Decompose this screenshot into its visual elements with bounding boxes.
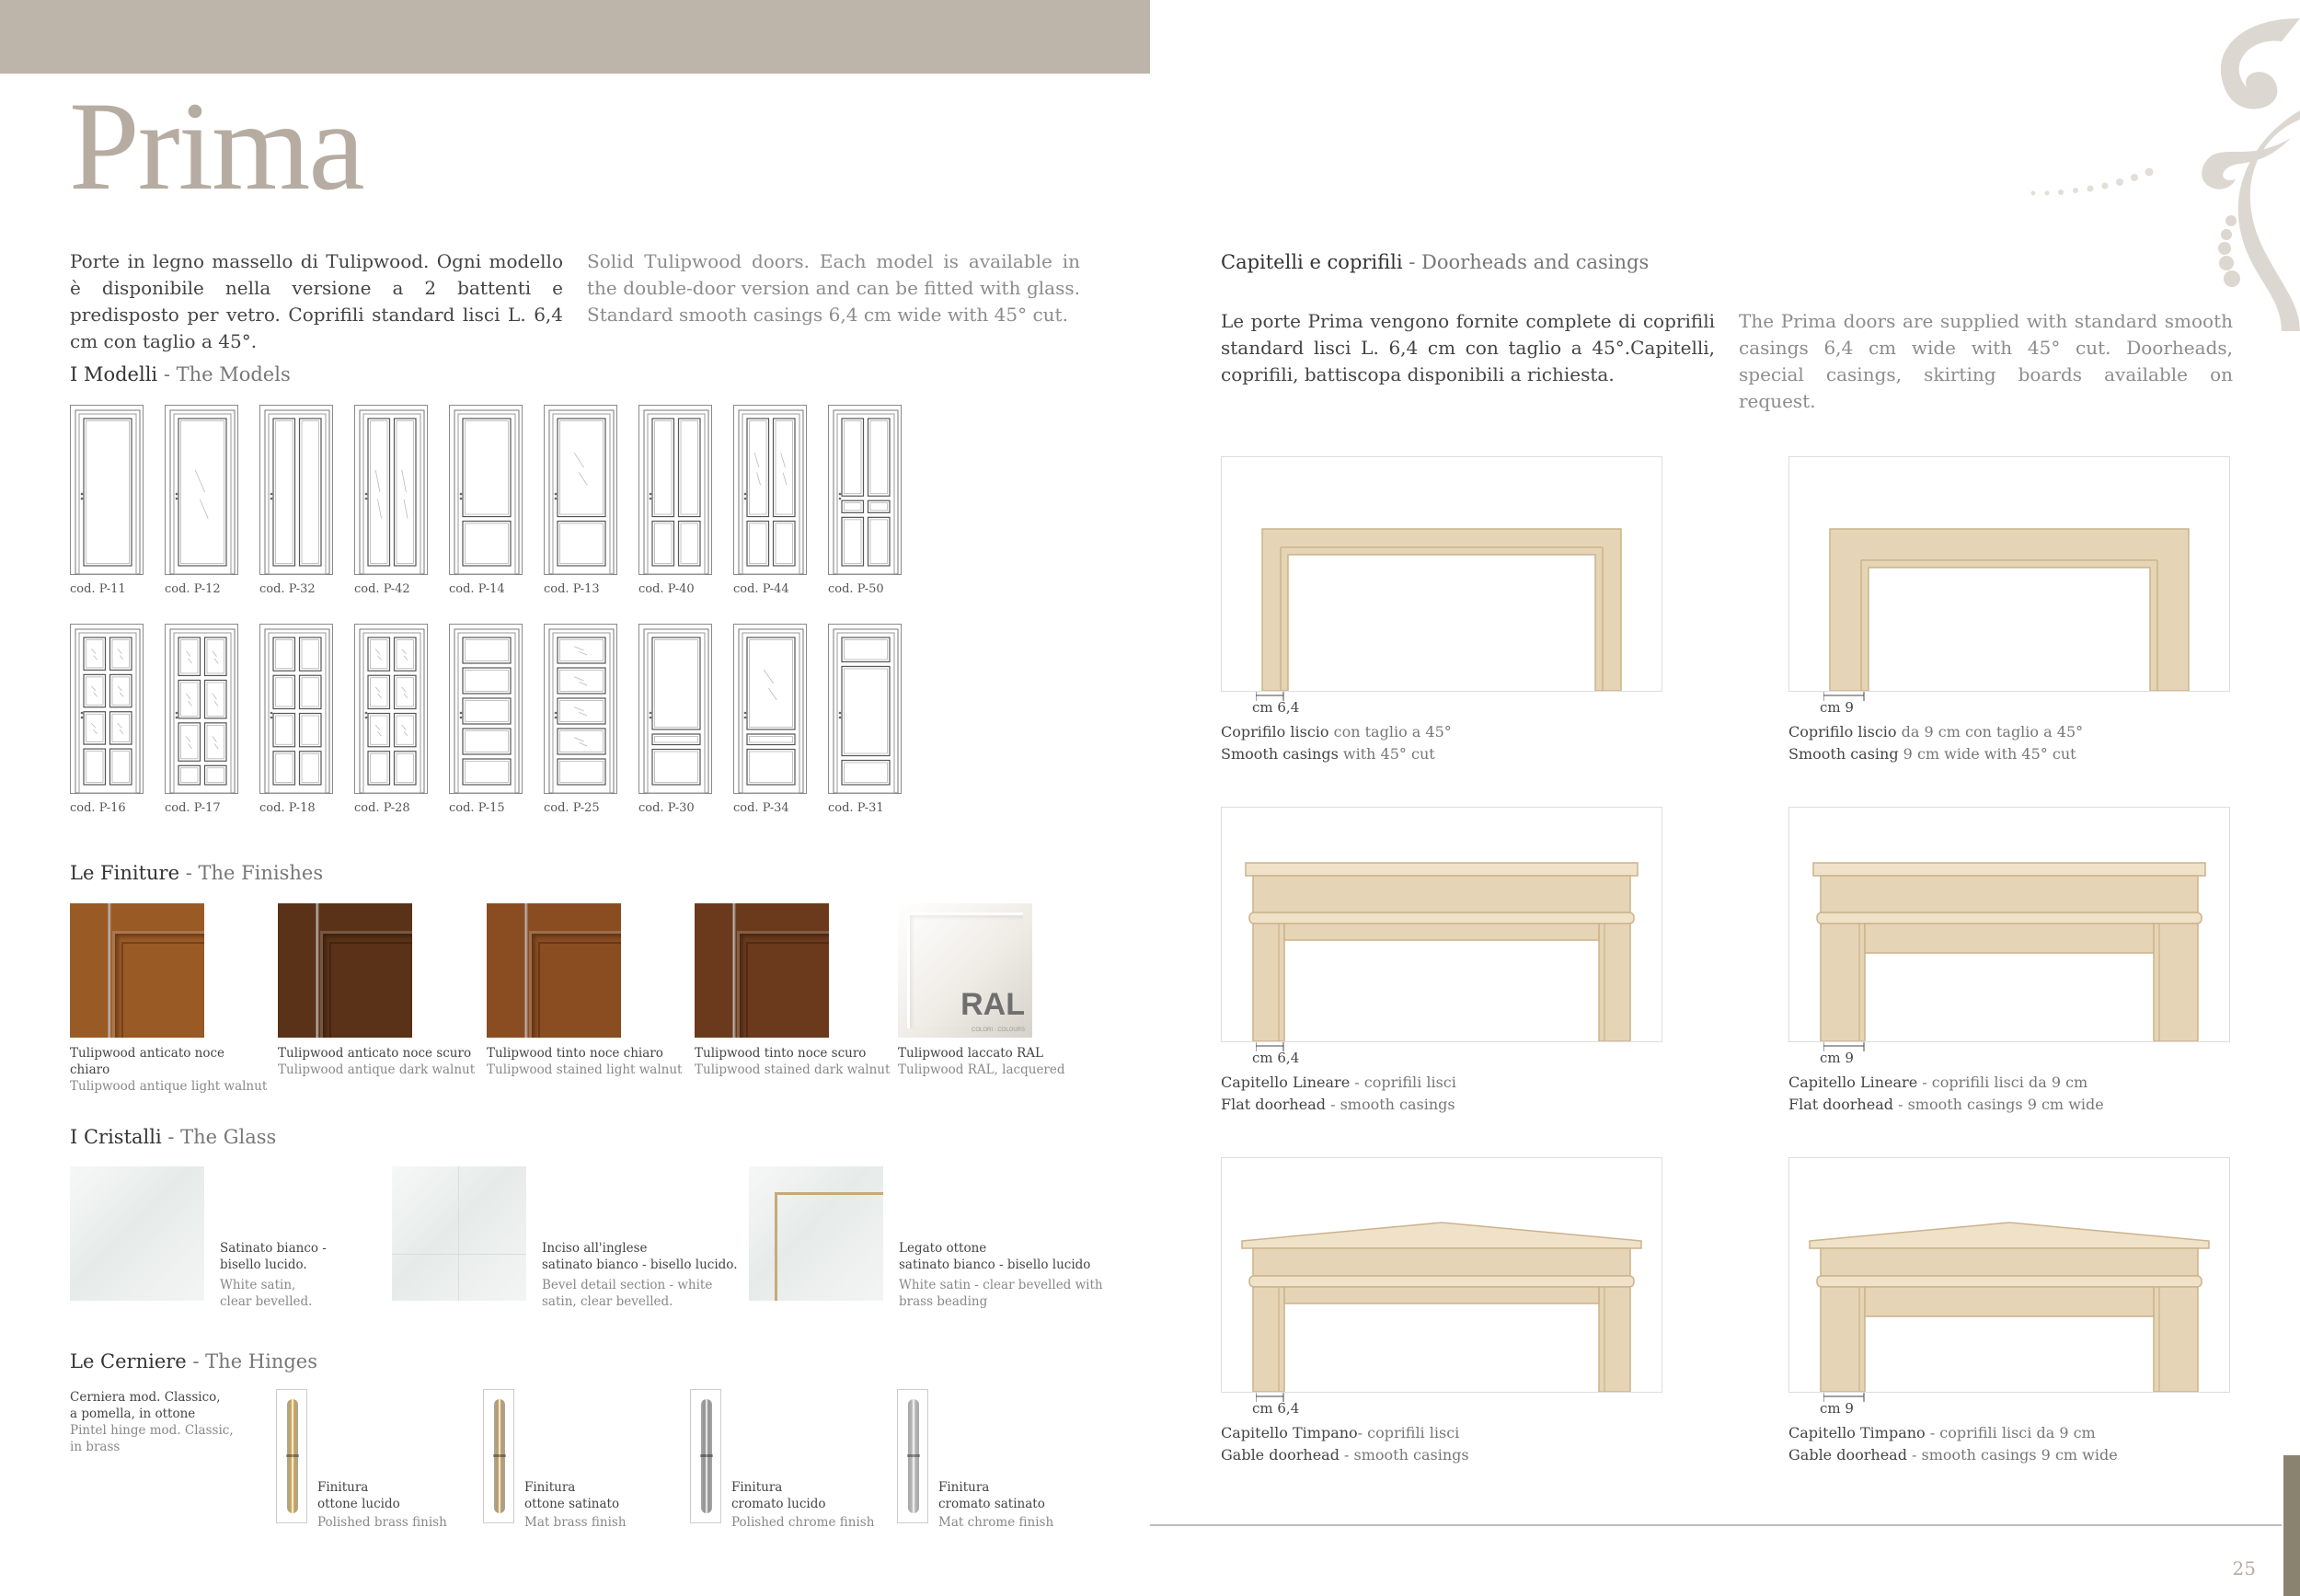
- door-code: cod. P-11: [70, 582, 126, 596]
- glass-name-it-2: satinato bianco - bisello lucido.: [542, 1257, 738, 1272]
- doorheads-heading: Capitelli e coprifili - Doorheads and casings: [1221, 251, 1650, 273]
- hinge-icon: [690, 1389, 721, 1523]
- finish-swatch-item[interactable]: [487, 903, 684, 1078]
- glass-swatch: [392, 1166, 526, 1301]
- doorhead-item[interactable]: [1788, 456, 2230, 763]
- door-drawing-icon: [829, 406, 903, 576]
- door-code: cod. P-13: [544, 582, 600, 596]
- door-thumbnail: [733, 405, 807, 575]
- door-drawing-icon: [639, 625, 713, 795]
- header-band: [0, 0, 1150, 74]
- hinge-finish-it-1: Finitura: [731, 1480, 783, 1495]
- glass-name-en-2: clear bevelled.: [220, 1294, 313, 1309]
- doorhead-detail-en: - smooth casings: [1339, 1446, 1469, 1464]
- door-drawing-icon: [734, 625, 808, 795]
- doorhead-illustration: [1788, 456, 2230, 692]
- doorheads-italian: Le porte Prima vengono fornite complete di coprifili standard lisci L. 6,4 cm con taglio a 45°.Capitelli, coprifili, battiscopa disponibili a richiesta.: [1221, 310, 1715, 385]
- door-code: cod. P-40: [638, 582, 695, 596]
- door-thumbnail: [259, 624, 333, 794]
- doorhead-gallery: [1221, 456, 2251, 1487]
- ral-badge: RAL: [960, 987, 1025, 1022]
- door-code: cod. P-31: [828, 801, 884, 815]
- door-model[interactable]: [354, 624, 428, 815]
- door-model[interactable]: [638, 405, 712, 596]
- door-model[interactable]: [70, 624, 144, 815]
- door-thumbnail: [638, 624, 712, 794]
- doorhead-illustration: [1221, 807, 1662, 1042]
- door-drawing-icon: [545, 625, 618, 795]
- door-thumbnail: [70, 405, 144, 575]
- doorhead-detail-it: con taglio a 45°: [1328, 723, 1452, 741]
- door-frame-icon: [1222, 457, 1662, 691]
- hinge-finish-it-2: ottone lucido: [317, 1497, 400, 1511]
- door-thumbnail: [70, 624, 144, 794]
- brand-title: Prima: [69, 75, 363, 216]
- ral-badge-sub: COLORI · COLOURS: [971, 1028, 1025, 1033]
- glass-name-it-2: bisello lucido.: [220, 1257, 307, 1272]
- doorhead-detail-en: - smooth casings 9 cm wide: [1892, 1096, 2104, 1113]
- glass-name-it-1: Inciso all'inglese: [542, 1241, 648, 1256]
- door-model[interactable]: [828, 405, 902, 596]
- hinge-finish-it-2: cromato lucido: [731, 1497, 826, 1511]
- glass-name-en-2: brass beading: [899, 1294, 988, 1309]
- doorhead-detail-it: da 9 cm con taglio a 45°: [1896, 723, 2084, 741]
- hinges-heading: Le Cerniere - The Hinges: [70, 1350, 318, 1372]
- doorheads-english: The Prima doors are supplied with standard smooth casings 6,4 cm wide with 45° cut. Doorheads, special casings, skirting boards available on request.: [1739, 310, 2233, 412]
- glass-swatch: [749, 1166, 883, 1301]
- door-thumbnail: [354, 405, 428, 575]
- doorhead-name-it: Capitello Timpano: [1788, 1424, 1926, 1441]
- dimension-label: cm 9: [1820, 1050, 1854, 1066]
- doorhead-name-en: Gable doorhead: [1788, 1446, 1907, 1464]
- finish-name-en: Tulipwood stained dark walnut: [695, 1062, 891, 1077]
- door-frame-icon: [1789, 808, 2229, 1041]
- bottom-rule: [1150, 1524, 2282, 1526]
- door-drawing-icon: [71, 625, 144, 795]
- finish-swatch-item[interactable]: [695, 903, 892, 1078]
- finish-swatch-item[interactable]: [70, 903, 268, 1095]
- finish-name-it: Tulipwood tinto noce chiaro: [487, 1046, 663, 1061]
- doorhead-name-en: Smooth casings: [1221, 745, 1339, 763]
- dimension-label: cm 6,4: [1252, 699, 1300, 716]
- hinge-finish-it-1: Finitura: [524, 1480, 576, 1495]
- door-model[interactable]: [165, 405, 238, 596]
- page-number: 25: [2232, 1557, 2256, 1579]
- dimension-label: cm 9: [1820, 1400, 1854, 1417]
- door-model[interactable]: [259, 624, 333, 815]
- door-model[interactable]: [354, 405, 428, 596]
- models-row-2: [70, 624, 990, 826]
- door-model[interactable]: [828, 624, 902, 815]
- glass-name-en-1: Bevel detail section - white: [542, 1278, 713, 1292]
- door-code: cod. P-32: [259, 582, 316, 596]
- door-frame-icon: [1789, 1158, 2229, 1392]
- doorhead-item[interactable]: [1221, 807, 1662, 1113]
- dimension-label: cm 6,4: [1252, 1050, 1300, 1066]
- glass-name-en-2: satin, clear bevelled.: [542, 1294, 673, 1309]
- intro-english: Solid Tulipwood doors. Each model is available in the double-door version and can be fitted with glass. Standard smooth casings 6,4 cm wide with 45° cut.: [587, 250, 1080, 326]
- finish-swatch-item[interactable]: [898, 903, 1096, 1078]
- door-thumbnail: [259, 405, 333, 575]
- ornament-swirl-icon: [2006, 0, 2300, 331]
- doorhead-name-en: Gable doorhead: [1221, 1446, 1340, 1464]
- doorhead-item[interactable]: [1788, 807, 2230, 1113]
- hinge-finish-it-2: cromato satinato: [938, 1497, 1045, 1511]
- hinge-icon: [483, 1389, 514, 1523]
- glass-name-it-1: Legato ottone: [899, 1241, 987, 1256]
- doorhead-name-en: Flat doorhead: [1221, 1096, 1326, 1113]
- door-frame-icon: [1222, 1158, 1662, 1392]
- door-thumbnail: [165, 405, 238, 575]
- door-code: cod. P-12: [165, 582, 221, 596]
- hinge-finish-en: Polished chrome finish: [731, 1515, 875, 1530]
- doorhead-detail-en: 9 cm wide with 45° cut: [1898, 745, 2076, 763]
- doorhead-illustration: [1788, 807, 2230, 1042]
- wood-finish-swatch: [487, 903, 621, 1038]
- door-drawing-icon: [734, 406, 808, 576]
- finish-name-it: Tulipwood laccato RAL: [898, 1046, 1043, 1061]
- door-thumbnail: [638, 405, 712, 575]
- finish-name-en: Tulipwood RAL, lacquered: [898, 1062, 1065, 1077]
- door-frame-icon: [1789, 457, 2229, 691]
- dimension-label: cm 9: [1820, 699, 1854, 716]
- door-model[interactable]: [544, 405, 617, 596]
- door-drawing-icon: [639, 406, 713, 576]
- door-code: cod. P-16: [70, 801, 126, 815]
- doorhead-name-it: Capitello Timpano: [1221, 1424, 1358, 1441]
- door-drawing-icon: [71, 406, 144, 576]
- door-model[interactable]: [70, 405, 144, 596]
- doorhead-item[interactable]: [1788, 1157, 2230, 1464]
- glass-list: [70, 1166, 1128, 1314]
- door-code: cod. P-44: [733, 582, 789, 596]
- finish-name-it: Tulipwood anticato noce scuro: [278, 1046, 472, 1061]
- dimension-label: cm 6,4: [1252, 1400, 1300, 1417]
- finishes-heading: Le Finiture - The Finishes: [70, 862, 324, 884]
- door-thumbnail: [165, 624, 238, 794]
- door-model[interactable]: [165, 624, 238, 815]
- side-tab: [2283, 1455, 2300, 1596]
- doorhead-name-it: Capitello Lineare: [1788, 1074, 1918, 1091]
- hinges-list: [276, 1389, 1104, 1536]
- door-thumbnail: [544, 624, 617, 794]
- hinge-finish-it-2: ottone satinato: [524, 1497, 620, 1511]
- hinge-finish-it-1: Finitura: [317, 1480, 369, 1495]
- glass-name-it-1: Satinato bianco -: [220, 1241, 327, 1256]
- door-thumbnail: [354, 624, 428, 794]
- door-drawing-icon: [450, 625, 523, 795]
- door-model[interactable]: [544, 624, 617, 815]
- door-model[interactable]: [259, 405, 333, 596]
- doorhead-name-it: Capitello Lineare: [1221, 1074, 1351, 1091]
- door-drawing-icon: [355, 625, 429, 795]
- glass-heading: I Cristalli - The Glass: [70, 1126, 277, 1148]
- door-drawing-icon: [166, 625, 239, 795]
- door-code: cod. P-30: [638, 801, 695, 815]
- door-model[interactable]: [733, 624, 807, 815]
- door-drawing-icon: [166, 406, 239, 576]
- doorhead-detail-it: - coprifili lisci da 9 cm: [1925, 1424, 2096, 1441]
- door-drawing-icon: [260, 406, 334, 576]
- doorhead-illustration: [1221, 456, 1662, 692]
- door-model[interactable]: [638, 624, 712, 815]
- models-row-1: [70, 405, 990, 607]
- door-drawing-icon: [545, 406, 618, 576]
- finish-name-en: Tulipwood stained light walnut: [487, 1062, 683, 1077]
- doorhead-name-en: Smooth casing: [1788, 745, 1899, 763]
- door-code: cod. P-28: [354, 801, 410, 815]
- hinge-finish-en: Polished brass finish: [317, 1515, 447, 1530]
- doorhead-detail-it: - coprifili lisci: [1350, 1074, 1456, 1091]
- door-code: cod. P-25: [544, 801, 600, 815]
- door-thumbnail: [449, 624, 523, 794]
- doorhead-detail-en: with 45° cut: [1338, 745, 1435, 763]
- door-thumbnail: [828, 624, 902, 794]
- finish-swatch-item[interactable]: [278, 903, 476, 1078]
- wood-finish-swatch: [695, 903, 829, 1038]
- door-drawing-icon: [450, 406, 523, 576]
- door-drawing-icon: [355, 406, 429, 576]
- doorhead-item[interactable]: [1221, 1157, 1662, 1464]
- door-code: cod. P-14: [449, 582, 505, 596]
- doorhead-detail-en: - smooth casings 9 cm wide: [1906, 1446, 2118, 1464]
- finish-name-it: Tulipwood tinto noce scuro: [695, 1046, 867, 1061]
- door-code: cod. P-15: [449, 801, 505, 815]
- door-code: cod. P-17: [165, 801, 221, 815]
- doorhead-name-en: Flat doorhead: [1788, 1096, 1893, 1113]
- finishes-list: [70, 903, 1082, 1094]
- glass-name-it-2: satinato bianco - bisello lucido: [899, 1257, 1091, 1272]
- doorhead-detail-it: - coprifili lisci da 9 cm: [1917, 1074, 2088, 1091]
- door-code: cod. P-42: [354, 582, 410, 596]
- door-frame-icon: [1222, 808, 1662, 1041]
- hinge-finish-en: Mat brass finish: [524, 1515, 627, 1530]
- finish-name-en: Tulipwood antique light walnut: [70, 1079, 268, 1094]
- door-code: cod. P-18: [259, 801, 316, 815]
- wood-finish-swatch: [898, 903, 1032, 1038]
- doorhead-detail-en: - smooth casings: [1325, 1096, 1455, 1113]
- door-model[interactable]: [449, 624, 523, 815]
- door-drawing-icon: [260, 625, 334, 795]
- models-heading: I Modelli - The Models: [70, 363, 291, 385]
- hinge-intro: Cerniera mod. Classico, a pomella, in ottone Pintel hinge mod. Classic, in brass: [70, 1390, 234, 1454]
- door-code: cod. P-34: [733, 801, 789, 815]
- door-thumbnail: [449, 405, 523, 575]
- wood-finish-swatch: [278, 903, 412, 1038]
- hinge-icon: [276, 1389, 307, 1523]
- glass-name-en-1: White satin,: [220, 1278, 296, 1292]
- door-thumbnail: [733, 624, 807, 794]
- hinge-icon: [897, 1389, 928, 1523]
- glass-name-en-1: White satin - clear bevelled with: [899, 1278, 1103, 1292]
- hinge-finish-it-1: Finitura: [938, 1480, 990, 1495]
- door-thumbnail: [828, 405, 902, 575]
- door-model[interactable]: [449, 405, 523, 596]
- door-model[interactable]: [733, 405, 807, 596]
- intro-italian: Porte in legno massello di Tulipwood. Ogni modello è disponibile nella versione a 2 battenti e predisposto per vetro. Coprifili standard lisci L. 6,4 cm con taglio a 45°.: [70, 250, 563, 352]
- wood-finish-swatch: [70, 903, 204, 1038]
- door-thumbnail: [544, 405, 617, 575]
- finish-name-it: Tulipwood anticato noce chiaro: [70, 1046, 225, 1077]
- doorhead-name-it: Coprifilo liscio: [1221, 723, 1329, 741]
- doorhead-item[interactable]: [1221, 456, 1662, 763]
- doorhead-illustration: [1221, 1157, 1662, 1393]
- door-drawing-icon: [829, 625, 903, 795]
- hinge-finish-en: Mat chrome finish: [938, 1515, 1054, 1530]
- doorhead-detail-it: - coprifili lisci: [1357, 1424, 1460, 1441]
- glass-swatch: [70, 1166, 204, 1301]
- doorhead-name-it: Coprifilo liscio: [1788, 723, 1897, 741]
- door-code: cod. P-50: [828, 582, 884, 596]
- doorhead-illustration: [1788, 1157, 2230, 1393]
- finish-name-en: Tulipwood antique dark walnut: [278, 1062, 476, 1077]
